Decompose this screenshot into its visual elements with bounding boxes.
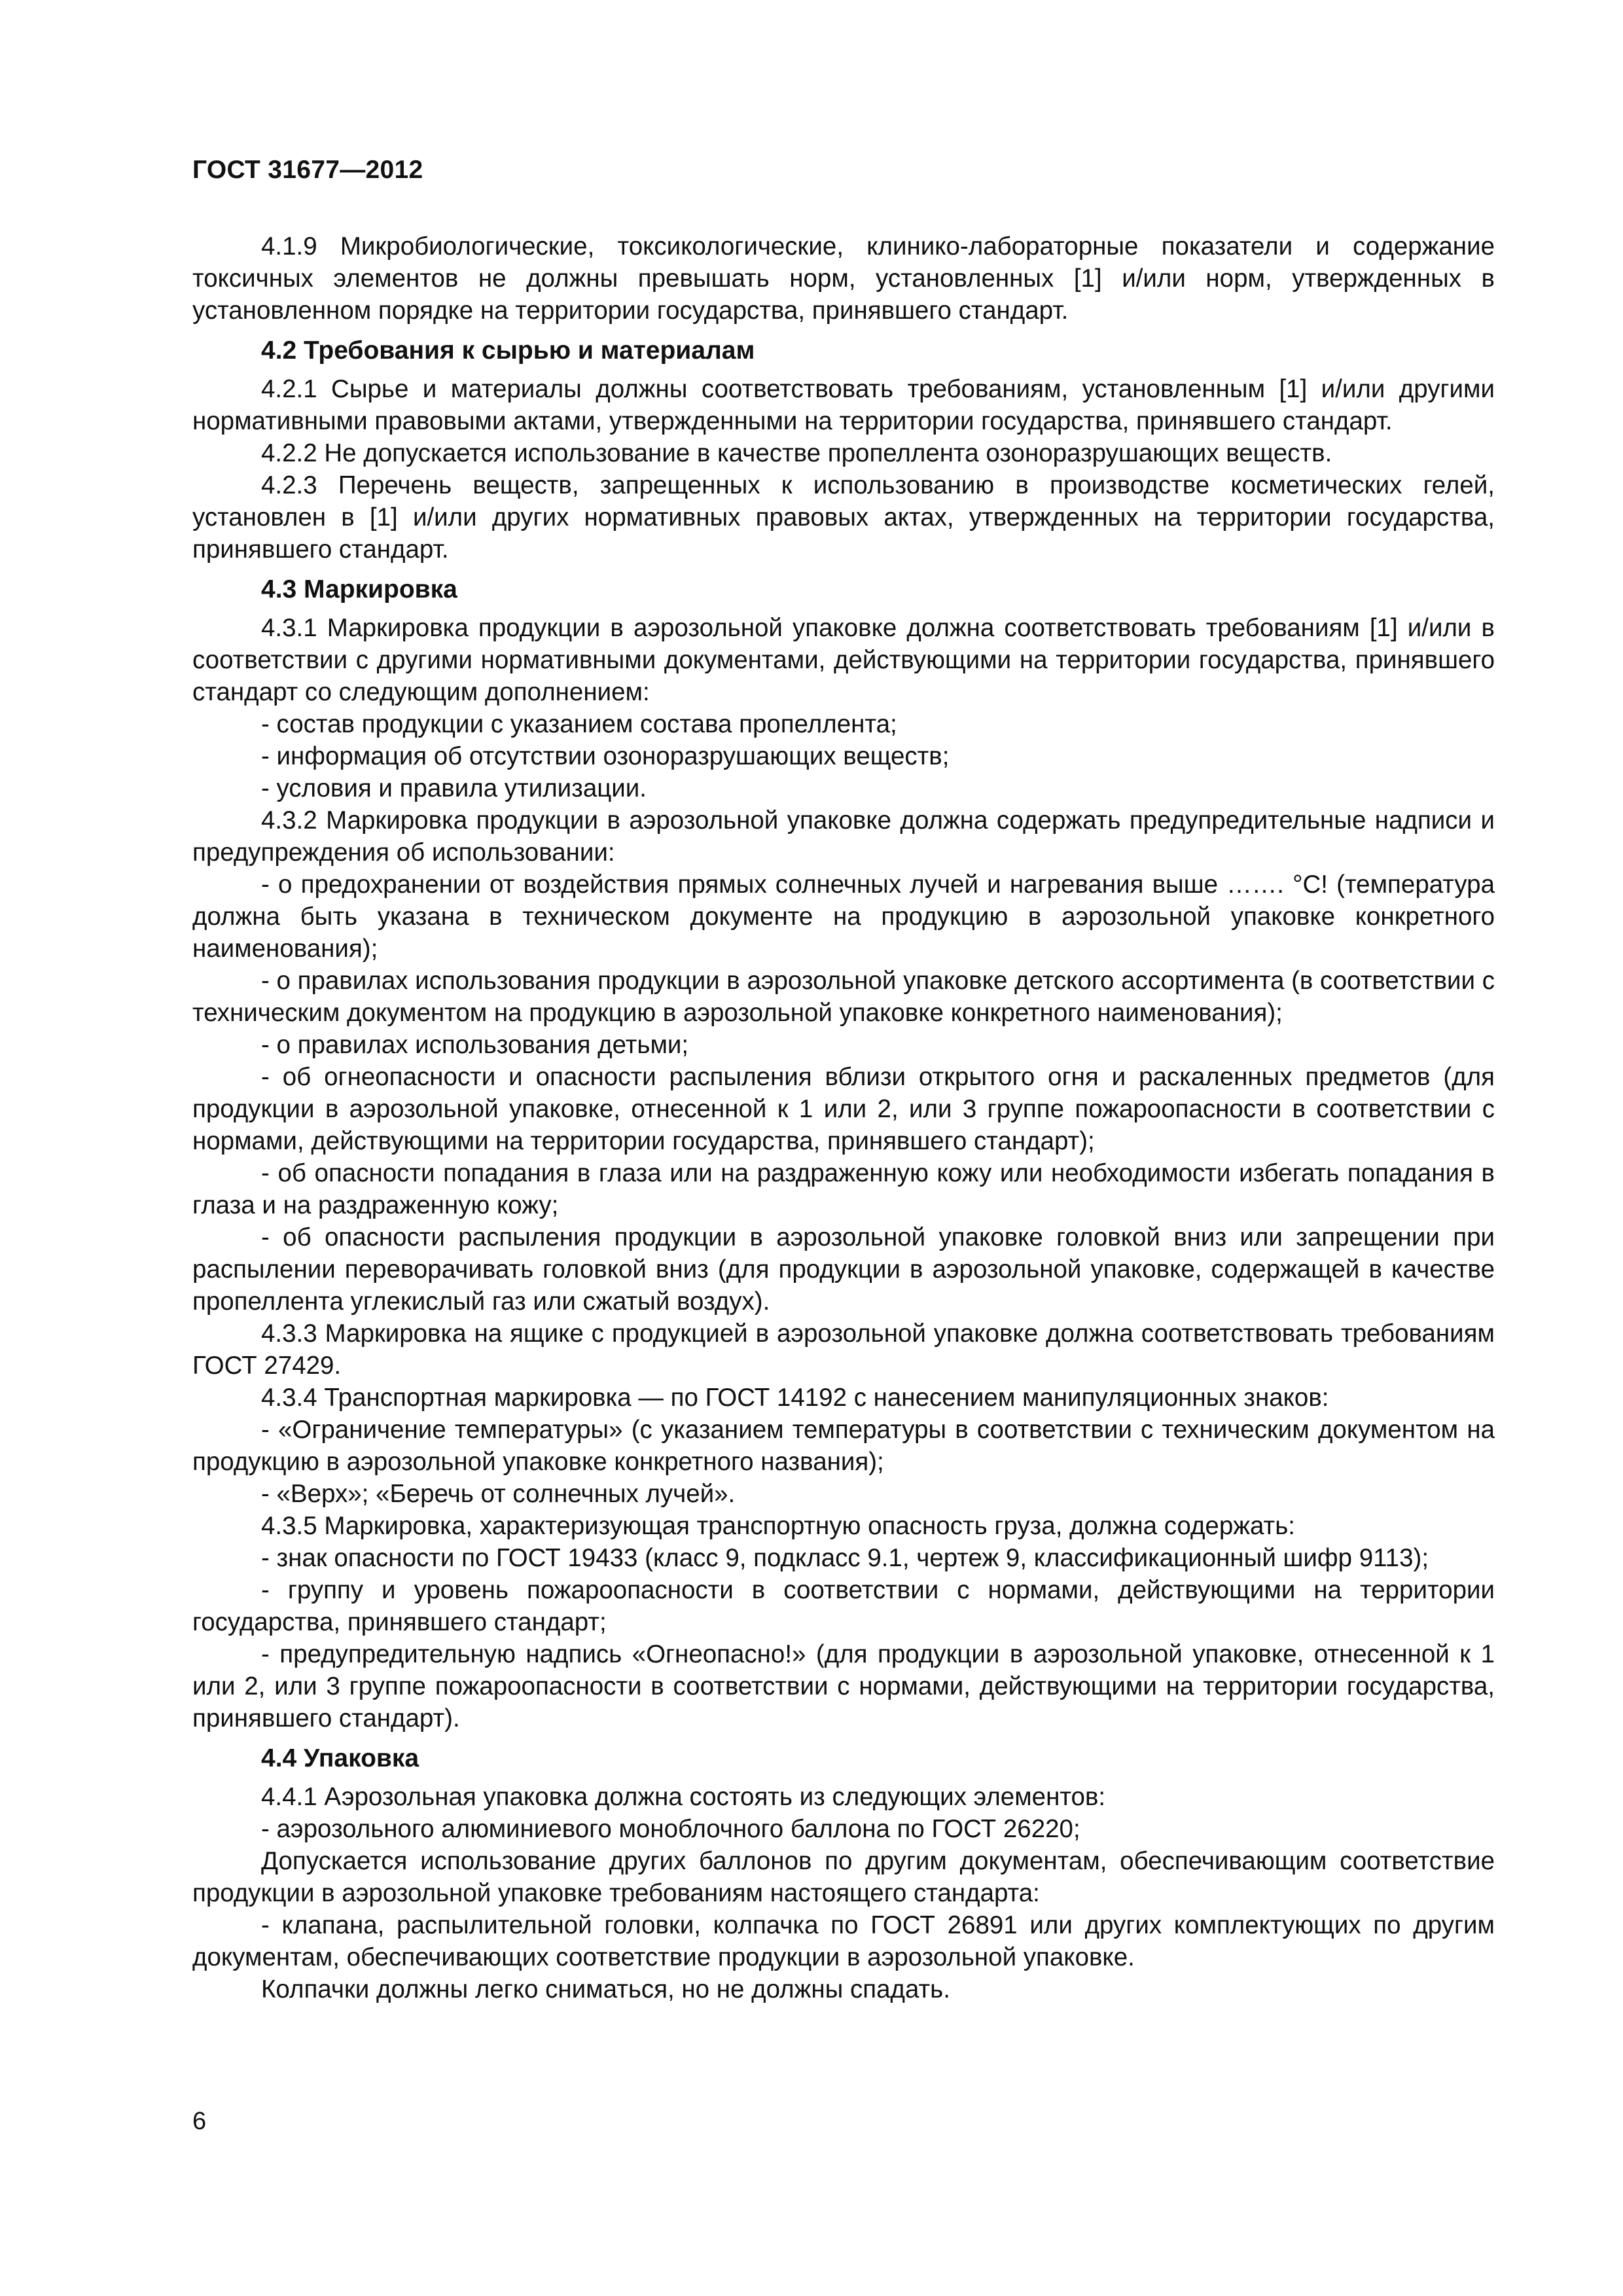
section-heading: 4.3 Маркировка bbox=[261, 575, 457, 603]
paragraph: 4.3.5 Маркировка, характеризующая транспортную опасность груза, должна содержать: bbox=[261, 1512, 1295, 1540]
list-item: - «Ограничение температуры» (с указанием температуры в соответствии с техническим документом на продукцию в аэрозольной упаковке конкретного названия); bbox=[192, 1416, 1495, 1476]
section-heading: 4.2 Требования к сырью и материалам bbox=[261, 336, 755, 365]
document-header: ГОСТ 31677—2012 bbox=[192, 156, 423, 184]
list-item: - условия и правила утилизации. bbox=[261, 774, 647, 802]
paragraph: 4.1.9 Микробиологические, токсикологические, клинико-лабораторные показатели и содержание токсичных элементов не должны превышать норм, установленных [1] и/или норм, утвержденных в установленном порядке на территории государства, принявшего стандарт. bbox=[192, 232, 1495, 325]
paragraph: 4.2.1 Сырье и материалы должны соответствовать требованиям, установленным [1] и/или другими нормативными правовыми актами, утвержденными на территории государства, принявшего стандарт. bbox=[192, 375, 1495, 435]
list-item: - о правилах использования продукции в аэрозольной упаковке детского ассортимента (в соответствии с техническим документом на продукцию в аэрозольной упаковке конкретного наименования); bbox=[192, 967, 1495, 1027]
paragraph: Колпачки должны легко сниматься, но не должны спадать. bbox=[261, 1975, 950, 2003]
list-item: - о предохранении от воздействия прямых солнечных лучей и нагревания выше ……. °С! (температура должна быть указана в техническом документе на продукцию в аэрозольной упаковке конкретного наименования); bbox=[192, 870, 1495, 963]
list-item: - об опасности распыления продукции в аэрозольной упаковке головкой вниз или запрещении при распылении переворачивать головкой вниз (для продукции в аэрозольной упаковке, содержащей в качестве пропеллента углекислый газ или сжатый воздух). bbox=[192, 1223, 1495, 1316]
paragraph: 4.3.2 Маркировка продукции в аэрозольной упаковке должна содержать предупредительные надписи и предупреждения об использовании: bbox=[192, 806, 1495, 867]
list-item: - об огнеопасности и опасности распыления вблизи открытого огня и раскаленных предметов (для продукции в аэрозольной упаковке, отнесенной к 1 или 2, или 3 группе пожароопасности в соответствии с нормами, действующими на территории государства, принявшего стандарт); bbox=[192, 1063, 1495, 1155]
paragraph: 4.2.2 Не допускается использование в качестве пропеллента озоноразрушающих веществ. bbox=[261, 439, 1332, 467]
paragraph: 4.2.3 Перечень веществ, запрещенных к использованию в производстве косметических гелей, установлен в [1] и/или других нормативных правовых актах, утвержденных на территории государства, принявшего стандарт. bbox=[192, 471, 1495, 564]
paragraph: 4.3.4 Транспортная маркировка — по ГОСТ 14192 с нанесением манипуляционных знаков: bbox=[261, 1384, 1329, 1412]
list-item: - об опасности попадания в глаза или на раздраженную кожу или необходимости избегать попадания в глаза и на раздраженную кожу; bbox=[192, 1159, 1495, 1219]
list-item: - аэрозольного алюминиевого моноблочного баллона по ГОСТ 26220; bbox=[261, 1815, 1080, 1843]
list-item: - предупредительную надпись «Огнеопасно!» (для продукции в аэрозольной упаковке, отнесенной к 1 или 2, или 3 группе пожароопасности в соответствии с нормами, действующими на территории государства, принявшего стандарт). bbox=[192, 1640, 1495, 1732]
paragraph: 4.3.3 Маркировка на ящике с продукцией в аэрозольной упаковке должна соответствовать требованиям ГОСТ 27429. bbox=[192, 1319, 1495, 1380]
list-item: - знак опасности по ГОСТ 19433 (класс 9, подкласс 9.1, чертеж 9, классификационный шифр 9113); bbox=[261, 1544, 1429, 1572]
document-body bbox=[192, 230, 1495, 2005]
page-number: 6 bbox=[192, 2108, 207, 2135]
paragraph: Допускается использование других баллонов по другим документам, обеспечивающим соответствие продукции в аэрозольной упаковке требованиям настоящего стандарта: bbox=[192, 1847, 1495, 1907]
list-item: - клапана, распылительной головки, колпачка по ГОСТ 26891 или других комплектующих по другим документам, обеспечивающих соответствие продукции в аэрозольной упаковке. bbox=[192, 1911, 1495, 1971]
list-item: - о правилах использования детьми; bbox=[261, 1031, 689, 1059]
list-item: - состав продукции с указанием состава пропеллента; bbox=[261, 710, 897, 738]
list-item: - информация об отсутствии озоноразрушающих веществ; bbox=[261, 742, 950, 770]
list-item: - «Верх»; «Беречь от солнечных лучей». bbox=[261, 1480, 736, 1508]
section-heading: 4.4 Упаковка bbox=[261, 1744, 419, 1772]
paragraph: 4.3.1 Маркировка продукции в аэрозольной упаковке должна соответствовать требованиям [1] и/или в соответствии с другими нормативными документами, действующими на территории государства, принявшего стандарт со следующим дополнением: bbox=[192, 614, 1495, 706]
list-item: - группу и уровень пожароопасности в соответствии с нормами, действующими на территории государства, принявшего стандарт; bbox=[192, 1576, 1495, 1636]
paragraph: 4.4.1 Аэрозольная упаковка должна состоять из следующих элементов: bbox=[261, 1783, 1106, 1811]
